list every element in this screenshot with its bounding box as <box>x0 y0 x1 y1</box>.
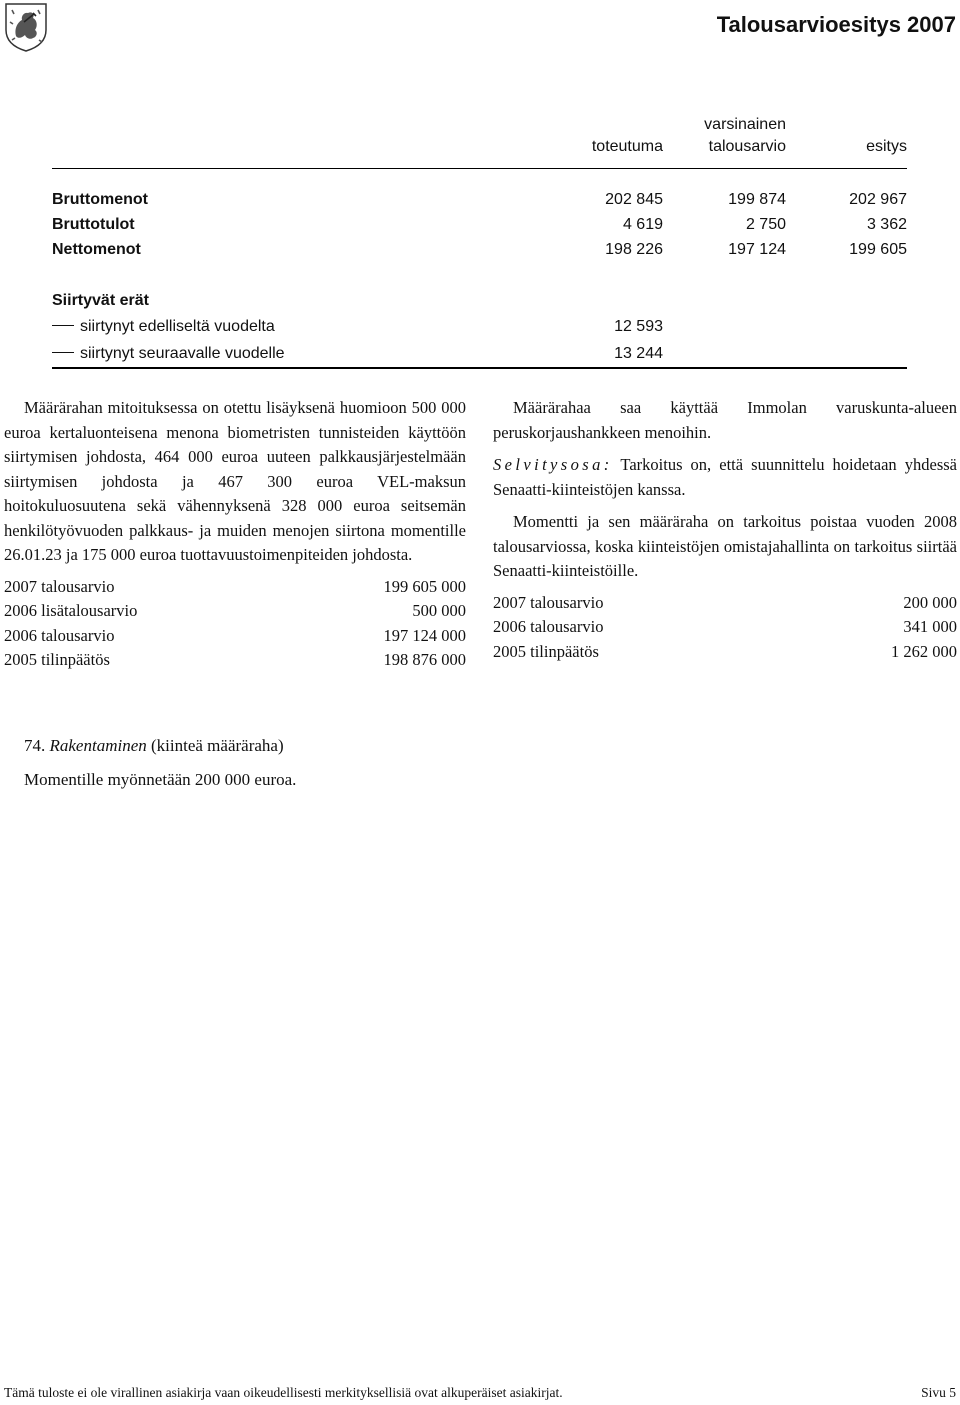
right-amount-row <box>493 591 957 616</box>
table-bottom-rule <box>52 367 907 369</box>
amount-value: 500 000 <box>412 601 466 620</box>
right-amount-row <box>493 615 957 640</box>
amount-value: 198 876 000 <box>383 650 466 669</box>
row-label: Bruttotulot <box>52 216 135 233</box>
column-header-talousarvio: talousarvio <box>708 138 786 155</box>
cell-talousarvio: 2 750 <box>745 216 786 233</box>
right-amount-row <box>493 640 957 665</box>
cell-toteutuma: 202 845 <box>605 191 663 208</box>
amount-label: 2007 talousarvio <box>4 576 115 596</box>
em-dash <box>52 352 74 353</box>
cell-esitys: 3 362 <box>866 216 907 233</box>
selvitysosa-text: Tarkoitus on, että suunnittelu hoidetaan yhdessä Senaatti-kiinteistöjen kanssa. <box>493 455 957 499</box>
amount-value: 197 124 000 <box>383 625 466 645</box>
section-74-text: Momentille myönnetään 200 000 euroa. <box>24 770 297 789</box>
cell-toteutuma: 13 244 <box>614 345 663 362</box>
table-row-bruttomenot <box>52 191 907 213</box>
cell-esitys: 199 605 <box>849 241 907 258</box>
table-row-siirtynyt-edelliselta <box>52 318 907 340</box>
left-amount-row <box>4 599 466 624</box>
amount-label: 2005 tilinpäätös <box>493 641 599 661</box>
right-paragraph-1: Määrärahaa saa käyttää Immolan varuskunta-alueen peruskorjaushankkeen menoihin. <box>493 398 957 442</box>
left-column <box>4 396 466 673</box>
amount-label: 2005 tilinpäätös <box>4 650 110 669</box>
page-number: Sivu 5 <box>921 1385 956 1400</box>
cell-toteutuma: 198 226 <box>605 241 663 258</box>
row-label: Nettomenot <box>52 241 141 258</box>
right-paragraph-3: Momentti ja sen määräraha on tarkoitus poistaa vuoden 2008 talousarviossa, koska kiinteistöjen omistajahallinta on tarkoitus siirtää Senaatti-kiinteistöille. <box>493 512 957 580</box>
table-header-rule <box>52 168 907 169</box>
row-label: siirtynyt seuraavalle vuodelle <box>52 345 285 363</box>
cell-toteutuma: 12 593 <box>614 318 663 335</box>
section-title: Rakentaminen <box>49 736 147 755</box>
row-label: siirtynyt edelliseltä vuodelta <box>52 318 275 336</box>
selvitysosa-paragraph <box>493 453 957 502</box>
column-header-esitys: esitys <box>866 138 907 155</box>
amount-value: 341 000 <box>903 617 957 636</box>
coat-of-arms-logo <box>4 2 48 52</box>
column-header-varsinainen: varsinainen <box>704 116 786 133</box>
right-column <box>493 396 957 664</box>
left-amount-row <box>4 624 466 649</box>
amount-value: 199 605 000 <box>383 576 466 596</box>
section-number: 74. <box>24 736 46 755</box>
amount-label: 2007 talousarvio <box>493 592 604 612</box>
amount-label: 2006 lisätalousarvio <box>4 601 138 620</box>
cell-talousarvio: 197 124 <box>728 241 786 258</box>
row-label: Bruttomenot <box>52 191 148 208</box>
amount-label: 2006 talousarvio <box>493 617 604 636</box>
table-row-siirtynyt-seuraavalle <box>52 345 907 367</box>
footer-disclaimer: Tämä tuloste ei ole virallinen asiakirja vaan oikeudellisesti merkityksellisiä ovat alkuperäiset asiakirjat. <box>4 1385 563 1400</box>
document-title: Talousarvioesitys 2007 <box>716 12 956 37</box>
cell-toteutuma: 4 619 <box>622 216 663 233</box>
cell-talousarvio: 199 874 <box>728 191 786 208</box>
amount-value: 200 000 <box>903 592 957 612</box>
section-74-heading <box>24 736 284 756</box>
left-paragraph: Määrärahan mitoituksessa on otettu lisäyksenä huomioon 500 000 euroa kertaluonteisena menona biometristen tunnisteiden käyttöön siirtymisen johdosta, 464 000 euroa uuteen palkkausjärjestelmään siirtymisen johdosta ja 467 300 euroa VEL-maksun hoitokuluosuutena sekä vähennyksenä 328 000 euroa seitsemän henkilötyövuoden palkkaus- ja muiden menojen siirtona momentille 26.01.23 ja 175 000 euroa tuottavuustoimenpiteiden johdosta. <box>4 398 466 564</box>
table-row-nettomenot <box>52 241 907 263</box>
selvitysosa-label: Selvitysosa: <box>493 455 613 474</box>
amount-value: 1 262 000 <box>891 641 957 661</box>
column-header-toteutuma: toteutuma <box>591 138 663 155</box>
table-row-bruttotulot <box>52 216 907 238</box>
siirtyvat-erat-heading: Siirtyvät erät <box>52 292 149 309</box>
section-qualifier: (kiinteä määräraha) <box>151 736 284 755</box>
amount-label: 2006 talousarvio <box>4 625 115 645</box>
left-amount-row <box>4 648 466 673</box>
em-dash <box>52 325 74 326</box>
cell-esitys: 202 967 <box>849 191 907 208</box>
siirtyvat-erat-heading-row <box>52 292 907 314</box>
left-amount-row <box>4 575 466 600</box>
